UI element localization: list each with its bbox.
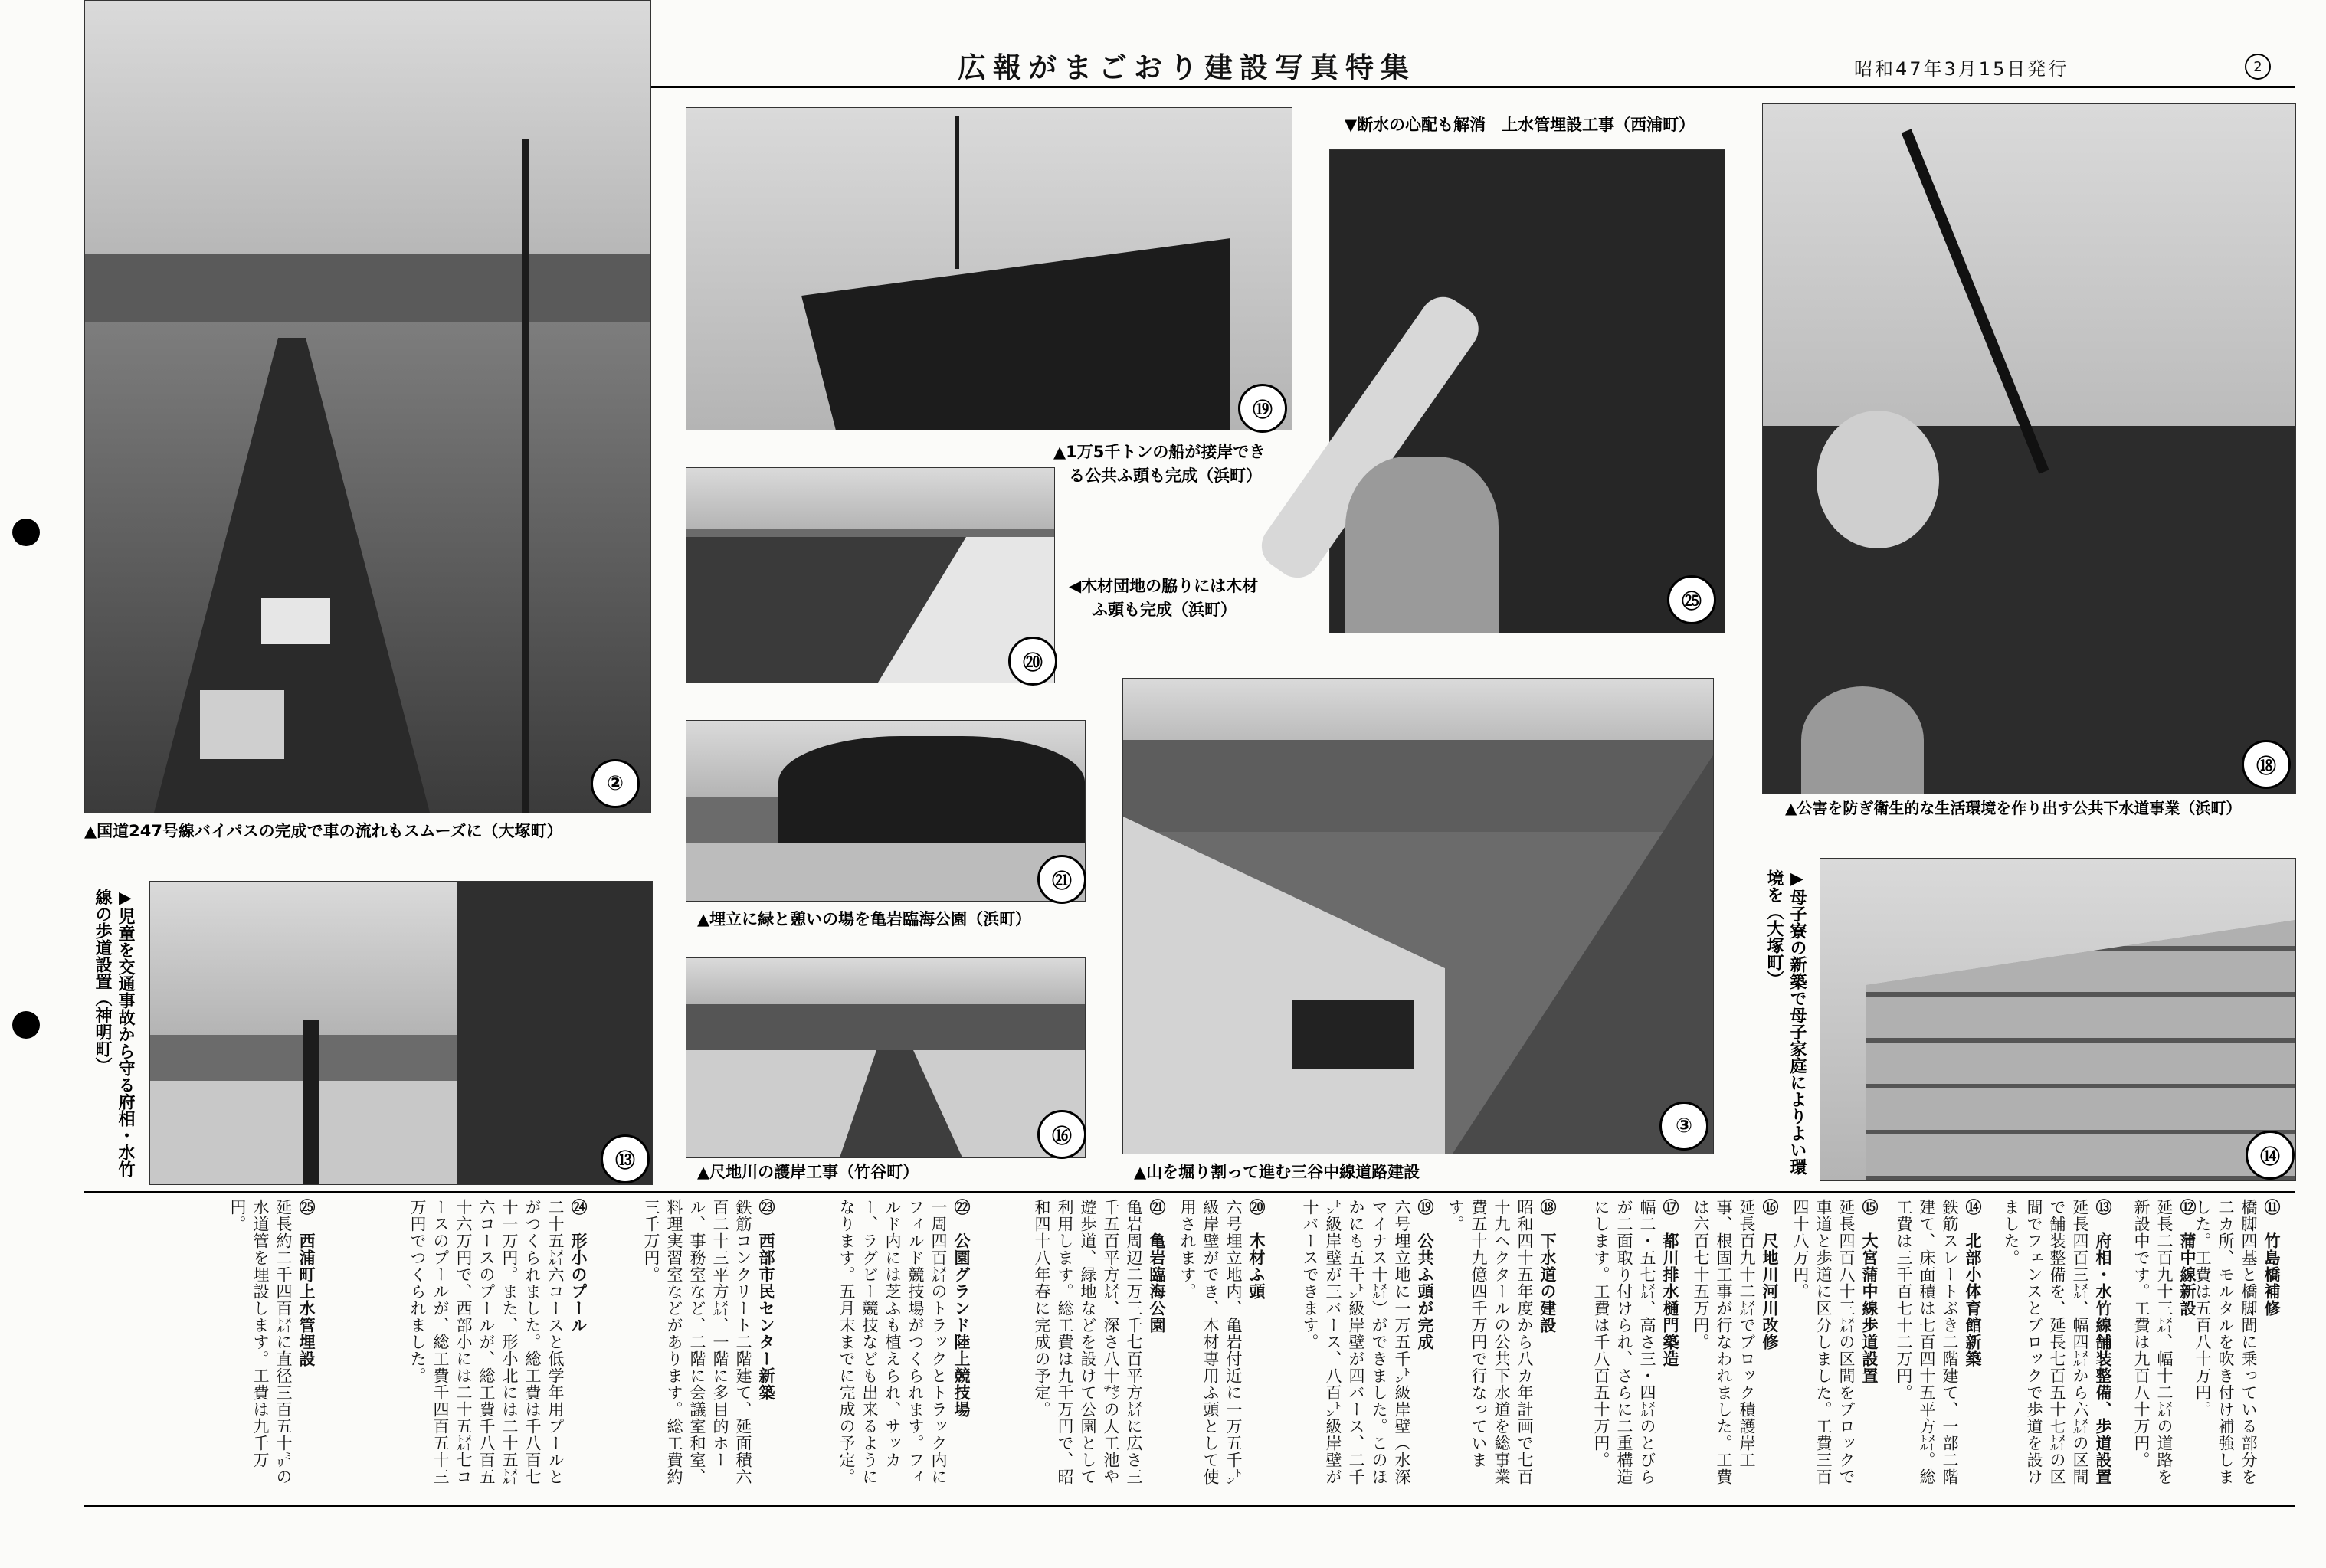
photo-river-revetment bbox=[686, 957, 1086, 1158]
article-body: 六号埋立地に一万五千㌧級岸壁（水深マイナス十㍍）ができました。このほかにも五千㌧級岸壁が四バース、二千㌧級岸壁が三バース、八百㌧級岸壁が十バースできます。 bbox=[1301, 1199, 1411, 1485]
article-heading: ⑳ 木材ふ頭 bbox=[1247, 1199, 1266, 1300]
photo-number-badge: ㉑ bbox=[1037, 855, 1086, 904]
photo-caption: ▼断水の心配も解消 上水管埋設工事（西浦町） bbox=[1345, 116, 1695, 134]
article-bottom-rule bbox=[84, 1505, 2295, 1507]
photo-dormitory bbox=[1820, 858, 2296, 1181]
article-heading: ⑪ 竹島橋補修 bbox=[2262, 1199, 2282, 1317]
issue-date: 昭和47年3月15日発行 bbox=[1854, 58, 2069, 80]
photo-caption bbox=[1053, 440, 1265, 488]
article-23 bbox=[594, 1199, 778, 1501]
article-24 bbox=[322, 1199, 590, 1501]
article-18 bbox=[1440, 1199, 1559, 1501]
photo-number-badge: ⑯ bbox=[1037, 1110, 1086, 1159]
caption-line: ◀木材団地の脇りには木材 bbox=[1069, 577, 1259, 595]
photo-caption: ▶児童を交通事故から守る府相・水竹線の歩道設置（神明町） bbox=[93, 889, 135, 1177]
caption-line: ▲1万5千トンの船が接岸でき bbox=[1053, 443, 1266, 461]
article-heading: ⑮ 大宮蒲中線歩道設置 bbox=[1860, 1199, 1879, 1384]
article-body: 二十五㍍六コースと低学年用プールとがつくられました。総工費は千八百七十一万円。また、形小北には二十五㍍六コースのプールが、総工費千八百五十六万円で、西部小には二十五㍍七コースのプールが、総工費千四百五十三万円でつくられました。 bbox=[408, 1199, 565, 1485]
article-15 bbox=[1785, 1199, 1881, 1501]
photo-caption bbox=[1069, 574, 1258, 622]
photo-number-badge: ⑭ bbox=[2246, 1131, 2295, 1180]
photo-kameiwa-park bbox=[686, 720, 1086, 902]
header-rule bbox=[647, 86, 2295, 88]
article-body: 昭和四十五年度から八カ年計画で七百十九ヘクタールの公共下水道を総事業費五十九億四千万円で行なっています。 bbox=[1446, 1199, 1534, 1485]
article-body: 幅二・五七㍍、高さ三・四㍍のとびらが二面取り付けられ、さらに二重構造にします。工費は千八百五十万円。 bbox=[1592, 1199, 1656, 1485]
photo-caption: ▲山を堀り割って進む三谷中線道路建設 bbox=[1134, 1163, 1420, 1181]
photo-caption: ▲公害を防ぎ衛生的な生活環境を作り出す公共下水道事業（浜町） bbox=[1785, 799, 2242, 817]
photo-number-badge: ③ bbox=[1659, 1102, 1708, 1151]
article-heading: ⑬ 府相・水竹線舗装整備、歩道設置 bbox=[2094, 1199, 2113, 1485]
article-heading: ⑫ 蒲中線新設 bbox=[2178, 1199, 2197, 1317]
article-body: 六号埋立地内、亀岩付近に一万五千㌧級岸壁ができ、木材専用ふ頭として使用されます。 bbox=[1178, 1199, 1243, 1485]
photo-number-badge: ② bbox=[591, 759, 640, 808]
photo-timber-wharf bbox=[686, 467, 1055, 683]
photo-bypass-road bbox=[84, 0, 651, 813]
article-13 bbox=[1992, 1199, 2115, 1501]
photo-caption: ▲尺地川の護岸工事（竹谷町） bbox=[697, 1163, 919, 1181]
article-heading: ㉔ 形小のプール bbox=[569, 1199, 588, 1334]
photo-number-badge: ㉕ bbox=[1667, 575, 1716, 624]
photo-number-badge: ⑱ bbox=[2242, 740, 2291, 789]
article-19 bbox=[1272, 1199, 1437, 1501]
article-heading: ㉕ 西浦町上水管埋設 bbox=[297, 1199, 316, 1367]
photo-number-badge: ⑲ bbox=[1238, 384, 1287, 433]
photo-caption: ▶母子寮の新築で母子家庭によりよい環境を（大塚町） bbox=[1764, 869, 1807, 1175]
caption-line: ふ頭も完成（浜町） bbox=[1092, 601, 1237, 619]
article-heading: ⑭ 北部小体育館新築 bbox=[1964, 1199, 1983, 1367]
page-number: 2 bbox=[2245, 54, 2271, 80]
article-11 bbox=[2193, 1199, 2283, 1501]
article-22 bbox=[781, 1199, 973, 1501]
article-body: 延長二百九十三㍍、幅十二㍍の道路を新設中です。工費は九百八十万円。 bbox=[2132, 1199, 2174, 1485]
photo-sewer-construction bbox=[1762, 103, 2296, 794]
photo-number-badge: ⑳ bbox=[1008, 637, 1057, 686]
article-25 bbox=[130, 1199, 318, 1501]
photo-school-sidewalk bbox=[149, 881, 653, 1185]
article-body: 延長約二千四百㍍に直径三百五十㍉の水道管を埋設します。工費は九千万円。 bbox=[228, 1199, 293, 1485]
article-body: 亀岩周辺二万三千七百平方㍍に広さ三千五百平方㍍、深さ八十㌢の人工池や遊歩道、緑地などを設けて公園として利用します。総工費は九千万円で、昭和四十八年春に完成の予定。 bbox=[1033, 1199, 1143, 1485]
article-heading: ㉑ 亀岩臨海公園 bbox=[1148, 1199, 1167, 1334]
article-16 bbox=[1686, 1199, 1781, 1501]
article-12 bbox=[2122, 1199, 2199, 1501]
article-14 bbox=[1885, 1199, 1984, 1501]
photo-ship bbox=[686, 107, 1292, 430]
binder-hole-bottom bbox=[12, 1011, 40, 1039]
photo-mountain-road bbox=[1122, 678, 1714, 1154]
photo-caption: ▲埋立に緑と憩いの場を亀岩臨海公園（浜町） bbox=[697, 910, 1032, 928]
article-heading: ㉒ 公園グランド陸上競技場 bbox=[952, 1199, 971, 1418]
article-body: 延長四百八十三㍍の区間をブロックで車道と歩道に区分しました。工費三百四十八万円。 bbox=[1791, 1199, 1856, 1485]
photo-number-badge: ⑬ bbox=[601, 1134, 650, 1183]
article-17 bbox=[1563, 1199, 1682, 1501]
page-title: 広報がまごおり建設写真特集 bbox=[958, 51, 1416, 84]
photo-caption: ▲国道247号線バイパスの完成で車の流れもスムーズに（大塚町） bbox=[84, 822, 563, 840]
article-21 bbox=[977, 1199, 1168, 1501]
article-body: 鉄筋スレートぶき二階建て、一部二階建て、床面積は七百四十五平方㍍。総工費は三千百七十二万円。 bbox=[1895, 1199, 1959, 1485]
article-body: 橋脚四基と橋脚間に乗っている部分を二カ所、モルタルを吹き付け補強しました。工費は五百八十万円。 bbox=[2193, 1199, 2258, 1485]
article-heading: ⑯ 尺地川河川改修 bbox=[1761, 1199, 1780, 1350]
article-heading: ⑱ 下水道の建設 bbox=[1538, 1199, 1558, 1334]
article-heading: ⑰ 都川排水樋門築造 bbox=[1661, 1199, 1680, 1367]
article-top-rule bbox=[84, 1191, 2295, 1193]
article-body: 鉄筋コンクリート二階建て、延面積六百二十三平方㍍、一階に多目的ホール、事務室など、二階に会議室和室、料理実習室などがあります。総工費約三千万円。 bbox=[642, 1199, 752, 1485]
article-heading: ⑲ 公共ふ頭が完成 bbox=[1416, 1199, 1435, 1350]
article-body: 延長百九十二㍍でブロック積護岸工事、根固工事が行なわれました。工費は六百七十五万円。 bbox=[1692, 1199, 1756, 1485]
article-body: 延長四百三㍍、幅四㍍から六㍍の区間で舗装整備を、延長七百五十七㍍の区間でフェンスとブロックで歩道を設けました。 bbox=[2002, 1199, 2089, 1485]
caption-line: る公共ふ頭も完成（浜町） bbox=[1069, 466, 1262, 485]
binder-hole-top bbox=[12, 519, 40, 546]
article-body: 一周四百㍍のトラックとトラック内にフィルド競技場がつくられます。フィルド内には芝ふも植えられ、サッカー、ラグビー競技なども出来るようになります。五月末までに完成の予定。 bbox=[837, 1199, 948, 1485]
photo-water-pipe bbox=[1329, 149, 1725, 633]
article-heading: ㉓ 西部市民センター新築 bbox=[757, 1199, 776, 1401]
article-20 bbox=[1172, 1199, 1268, 1501]
